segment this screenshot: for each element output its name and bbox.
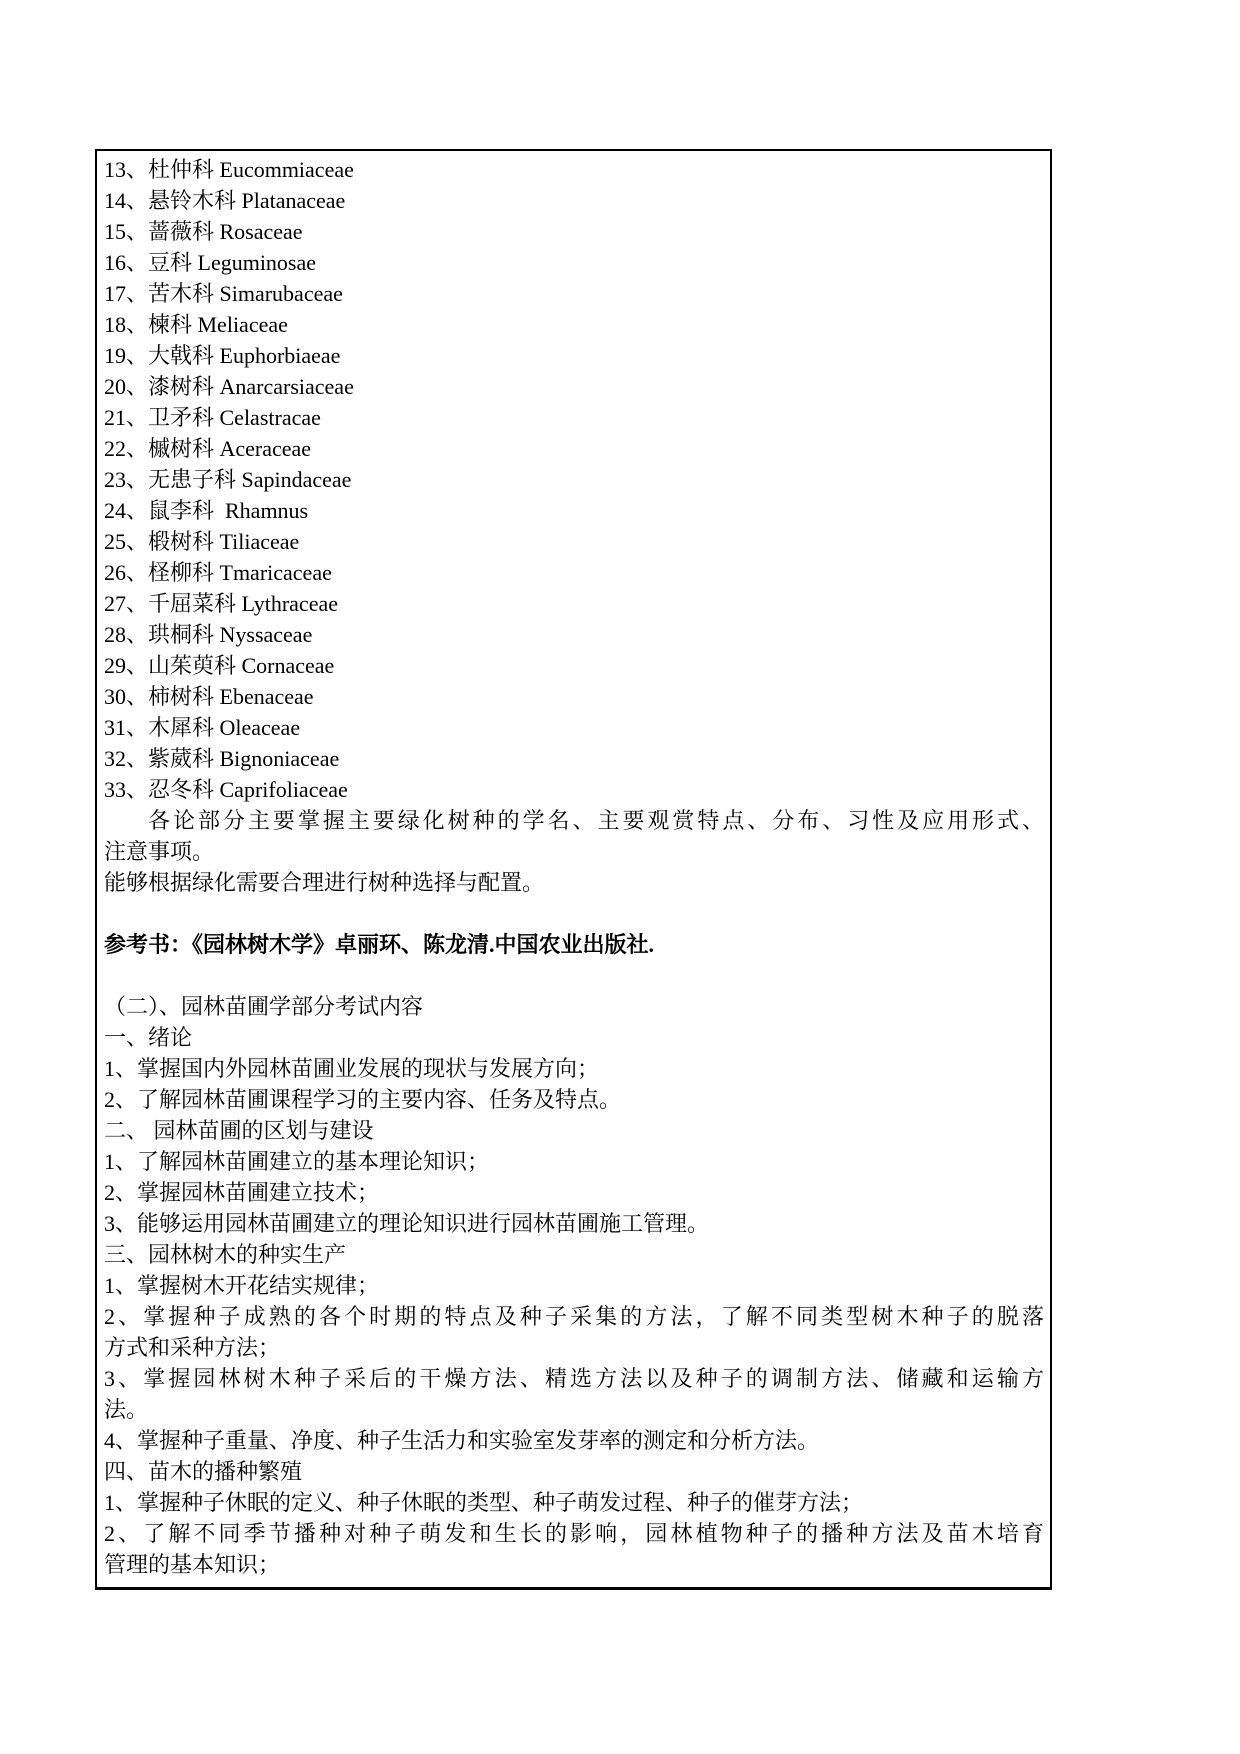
list-item: 19、大戟科 Euphorbiaeae <box>104 343 341 368</box>
list-item: 24、鼠李科 Rhamnus <box>104 498 309 523</box>
text-line: 3、能够运用园林苗圃建立的理论知识进行园林苗圃施工管理。 <box>104 1211 710 1236</box>
list-item: 29、山茱萸科 Cornaceae <box>104 653 335 678</box>
text-line: 法。 <box>104 1397 149 1422</box>
list-item: 33、忍冬科 Caprifoliaceae <box>104 777 348 802</box>
text-line: 三、园林树木的种实生产 <box>104 1242 347 1267</box>
text-line: 4、掌握种子重量、净度、种子生活力和实验室发芽率的测定和分析方法。 <box>104 1428 820 1453</box>
list-item: 32、紫葳科 Bignoniaceae <box>104 746 340 771</box>
list-item: 25、椴树科 Tiliaceae <box>104 529 300 554</box>
text-line: 管理的基本知识； <box>104 1552 281 1577</box>
text-line: 能够根据绿化需要合理进行树种选择与配置。 <box>104 870 545 895</box>
text-line <box>104 960 1044 991</box>
document-body <box>104 805 1044 1580</box>
text-line: 二、 园林苗圃的区划与建设 <box>104 1118 374 1143</box>
list-item: 28、珙桐科 Nyssaceae <box>104 622 313 647</box>
list-item: 26、柽柳科 Tmaricaceae <box>104 560 332 585</box>
text-line: （二）、园林苗圃学部分考试内容 <box>104 994 424 1019</box>
list-item: 15、蔷薇科 Rosaceae <box>104 219 303 244</box>
text-line: 方式和采种方法； <box>104 1335 281 1360</box>
list-item: 13、杜仲科 Eucommiaceae <box>104 157 354 182</box>
text-line: 2、了解不同季节播种对种子萌发和生长的影响，园林植物种子的播种方法及苗木培育 <box>104 1521 1044 1546</box>
list-item: 21、卫矛科 Celastracae <box>104 405 321 430</box>
text-line: 2、掌握种子成熟的各个时期的特点及种子采集的方法，了解不同类型树木种子的脱落 <box>104 1304 1044 1329</box>
list-item: 31、木犀科 Oleaceae <box>104 715 301 740</box>
text-line: 1、掌握树木开花结实规律； <box>104 1273 380 1298</box>
family-list <box>104 154 1044 805</box>
text-line: 四、苗木的播种繁殖 <box>104 1459 303 1484</box>
text-line <box>104 898 1044 929</box>
list-item: 27、千屈菜科 Lythraceae <box>104 591 338 616</box>
list-item: 30、柿树科 Ebenaceae <box>104 684 314 709</box>
text-line: 1、了解园林苗圃建立的基本理论知识； <box>104 1149 490 1174</box>
list-item: 23、无患子科 Sapindaceae <box>104 467 352 492</box>
text-line: 2、掌握园林苗圃建立技术； <box>104 1180 380 1205</box>
text-line: 3、掌握园林树木种子采后的干燥方法、精选方法以及种子的调制方法、储藏和运输方 <box>104 1366 1044 1391</box>
text-line: 各论部分主要掌握主要绿化树种的学名、主要观赏特点、分布、习性及应用形式、 <box>148 808 1044 833</box>
list-item: 14、悬铃木科 Platanaceae <box>104 188 346 213</box>
document-table-cell <box>95 149 1052 1590</box>
text-line: 1、掌握国内外园林苗圃业发展的现状与发展方向； <box>104 1056 600 1081</box>
text-line: 1、掌握种子休眠的定义、种子休眠的类型、种子萌发过程、种子的催芽方法； <box>104 1490 864 1515</box>
list-item: 17、苦木科 Simarubaceae <box>104 281 343 306</box>
text-line: 注意事项。 <box>104 839 215 864</box>
text-line: 2、了解园林苗圃课程学习的主要内容、任务及特点。 <box>104 1087 622 1112</box>
list-item: 22、槭树科 Aceraceae <box>104 436 312 461</box>
list-item: 16、豆科 Leguminosae <box>104 250 317 275</box>
list-item: 18、楝科 Meliaceae <box>104 312 288 337</box>
text-line: 一、绪论 <box>104 1025 193 1050</box>
list-item: 20、漆树科 Anarcarsiaceae <box>104 374 354 399</box>
text-line: 参考书：《园林树木学》卓丽环、陈龙清.中国农业出版社. <box>104 932 655 957</box>
